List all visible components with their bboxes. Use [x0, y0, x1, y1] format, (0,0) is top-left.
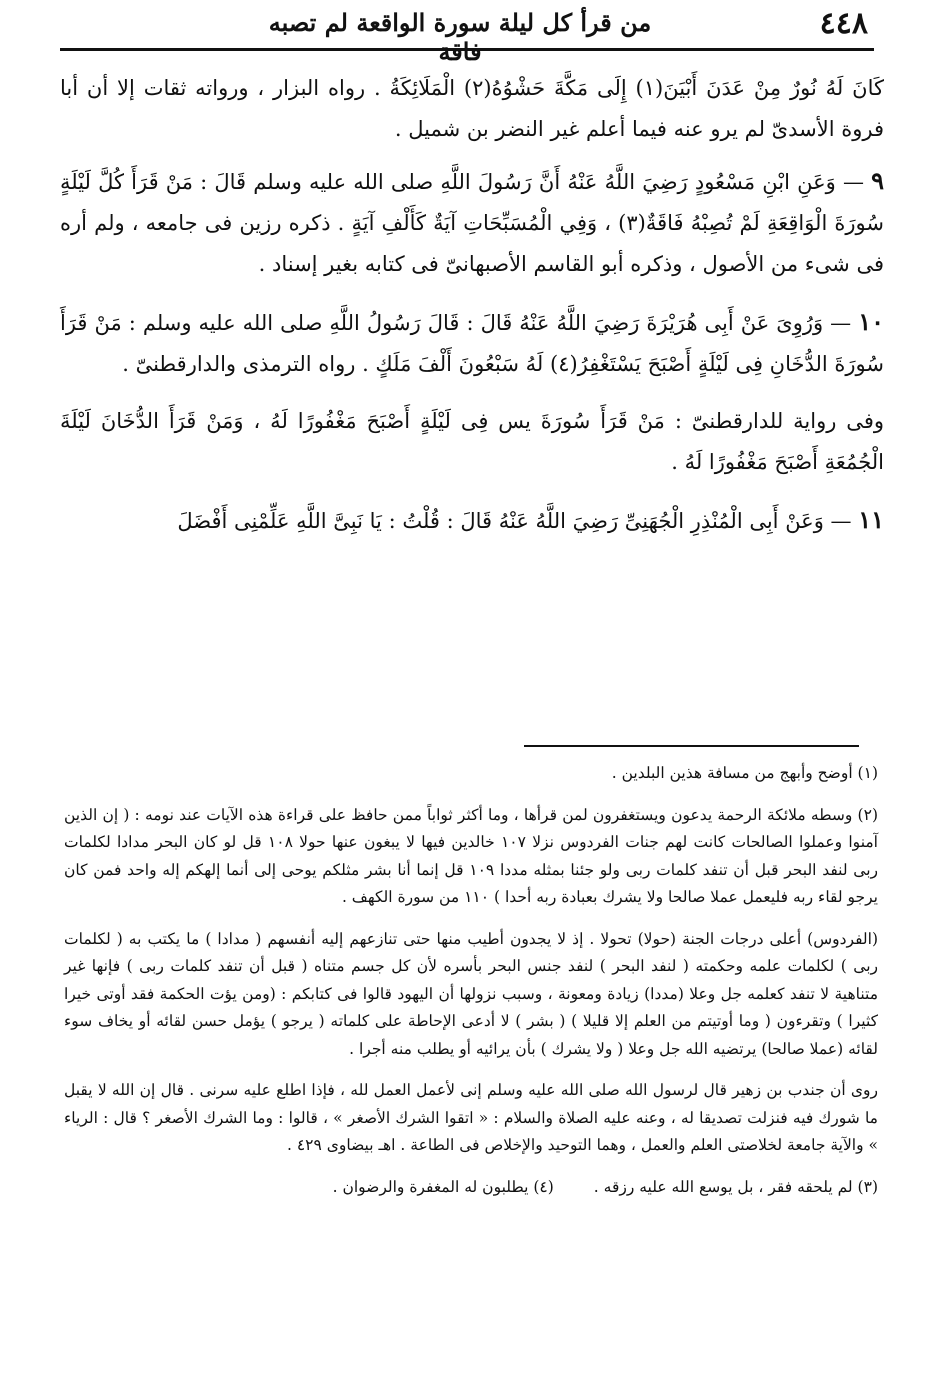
page-header: [60, 4, 874, 66]
hadith-text: — وَعَنْ أَبِى الْمُنْذِرِ الْجُهَنِىِّ رَضِيَ اللَّهُ عَنْهُ قَالَ : قُلْتُ : يَا نَبِىَّ اللَّهِ عَلِّمْنِى أَفْضَلَ: [177, 509, 852, 533]
main-text: [60, 68, 884, 558]
footnote-4: (٤) يطلبون له المغفرة والرضوان .: [332, 1177, 554, 1196]
page-number: ٤٤٨: [819, 6, 868, 41]
paragraph-continuation: كَانَ لَهُ نُورٌ مِنْ عَدَنَ أَبْيَنَ(١) إِلَى مَكَّةَ حَشْوُهُ(٢) الْمَلَائِكَةُ . رواه البزار ، ورواته ثقات إلا أن أبا فروة الأسدىّ لم يرو عنه فيما أعلم غير النضر بن شميل .: [60, 76, 884, 141]
running-title: من قرأ كل ليلة سورة الواقعة لم تصبه فاقة: [268, 8, 652, 66]
hadith-text: — وَعَنِ ابْنِ مَسْعُودٍ رَضِيَ اللَّهُ عَنْهُ أَنَّ رَسُولَ اللَّهِ صلى الله عليه وسلم قَالَ : مَنْ قَرَأَ كُلَّ لَيْلَةٍ سُورَةَ الْوَاقِعَةِ لَمْ تُصِبْهُ فَاقَةٌ(٣) ، وَفِي الْمُسَبِّحَاتِ آيَةٌ كَأَلْفِ آيَةٍ . ذكره رزين فى جامعه ، ولم أره فى شىء من الأصول ، وذكره أبو القاسم الأصبهانىّ فى كتابه بغير إسناد .: [60, 170, 884, 276]
footnote-2: (٢) وسطه ملائكة الرحمة يدعون ويستغفرون لمن قرأها ، وما أكثر ثواباً ممن حافظ على قراءة هذه الآيات عند نومه : ( إن الذين آمنوا وعملوا الصالحات كانت لهم جنات الفردوس نزلا ١٠٧ خالدين فيها لا يبغون عنها حولا ١٠٨ قل لو كان البحر مدادا لكلمات ربى لنفد البحر قبل أن تنفد كلمات ربى ولو جئنا بمثله مددا ١٠٩ قل إنما أنا بشر مثلكم يوحى إلى أنما إلهكم إله واحد فمن كان يرجو لقاء ربه فليعمل عملا صالحا ولا يشرك بعبادة ربه أحدا ) ١١٠ من سورة الكهف .: [64, 805, 878, 906]
hadith-text: — وَرُوِىَ عَنْ أَبِى هُرَيْرَةَ رَضِيَ اللَّهُ عَنْهُ قَالَ : قَالَ رَسُولُ اللَّهِ صلى الله عليه وسلم : مَنْ قَرَأَ سُورَةَ الدُّخَانِ فِى لَيْلَةٍ أَصْبَحَ يَسْتَغْفِرُ(٤) لَهُ سَبْعُونَ أَلْفَ مَلَكٍ . رواه الترمذى والدارقطنىّ .: [60, 311, 884, 376]
footnotes-3-4: [64, 1174, 878, 1202]
hadith-10: [60, 301, 884, 385]
footnote-2-narration: روى أن جندب بن زهير قال لرسول الله صلى الله عليه وسلم إنى لأعمل العمل لله ، فإذا اطلع عليه سرنى . قال إن الله لا يقبل ما شورك فيه فنزلت تصديقا له ، وعنه عليه الصلاة والسلام : « اتقوا الشرك الأصغر » ، قالوا : وما الشرك الأصغر ؟ قال : الرياء » والآية جامعة لخلاصتى العلم والعمل ، وهما التوحيد والإخلاص فى الطاعة . اهـ بيضاوى ٤٢٩ .: [64, 1081, 878, 1154]
hadith-9: [60, 160, 884, 285]
footnote-2-commentary: (الفردوس) أعلى درجات الجنة (حولا) تحولا . إذ لا يجدون أطيب منها حتى تنازعهم إليه أنفسهم ( مدادا ) ما يكتب به ( لكلمات ربى ) لكلمات علمه وحكمته ( لنفد البحر ) لنفد جنس البحر بأسره لأن كل جسم متناه ( قبل أن تنفد كلمات ربى ) فإنها غير متناهية لا تنفد كعلمه جل وعلا (مددا) زيادة ومعونة ، وسبب نزولها أن اليهود قالوا فى كتابكم : (ومن يؤت الحكمة فقد أوتى خيرا كثيرا ) وتقرءون ( وما أوتيتم من العلم إلا قليلا ) ( بشر ) لا أدعى الإحاطة على كلماته ( يرجو ) يؤمل حسن لقائه أو يخاف سوء لقائه (عملا صالحا) يرتضيه الله جل وعلا ( ولا يشرك ) بأن يرائيه أو يطلب منه أجرا .: [64, 929, 878, 1058]
footnote-3: (٣) لم يلحقه فقر ، بل يوسع الله عليه رزقه .: [593, 1177, 878, 1196]
hadith-number: ١٠: [858, 307, 884, 336]
hadith-number: ١١: [858, 505, 884, 534]
paragraph-daraqutni: وفى رواية للدارقطنىّ : مَنْ قَرَأَ سُورَةَ يس فِى لَيْلَةٍ أَصْبَحَ مَغْفُورًا لَهُ ، وَمَنْ قَرَأَ الدُّخَانَ لَيْلَةَ الْجُمُعَةِ أَصْبَحَ مَغْفُورًا لَهُ .: [60, 409, 884, 474]
footnote-1: (١) أوضح وأبهج من مسافة هذين البلدين .: [611, 764, 878, 782]
hadith-number: ٩: [871, 166, 884, 195]
hadith-11: [60, 499, 884, 542]
footnote-divider: [524, 745, 859, 747]
footnotes: [64, 760, 878, 1201]
